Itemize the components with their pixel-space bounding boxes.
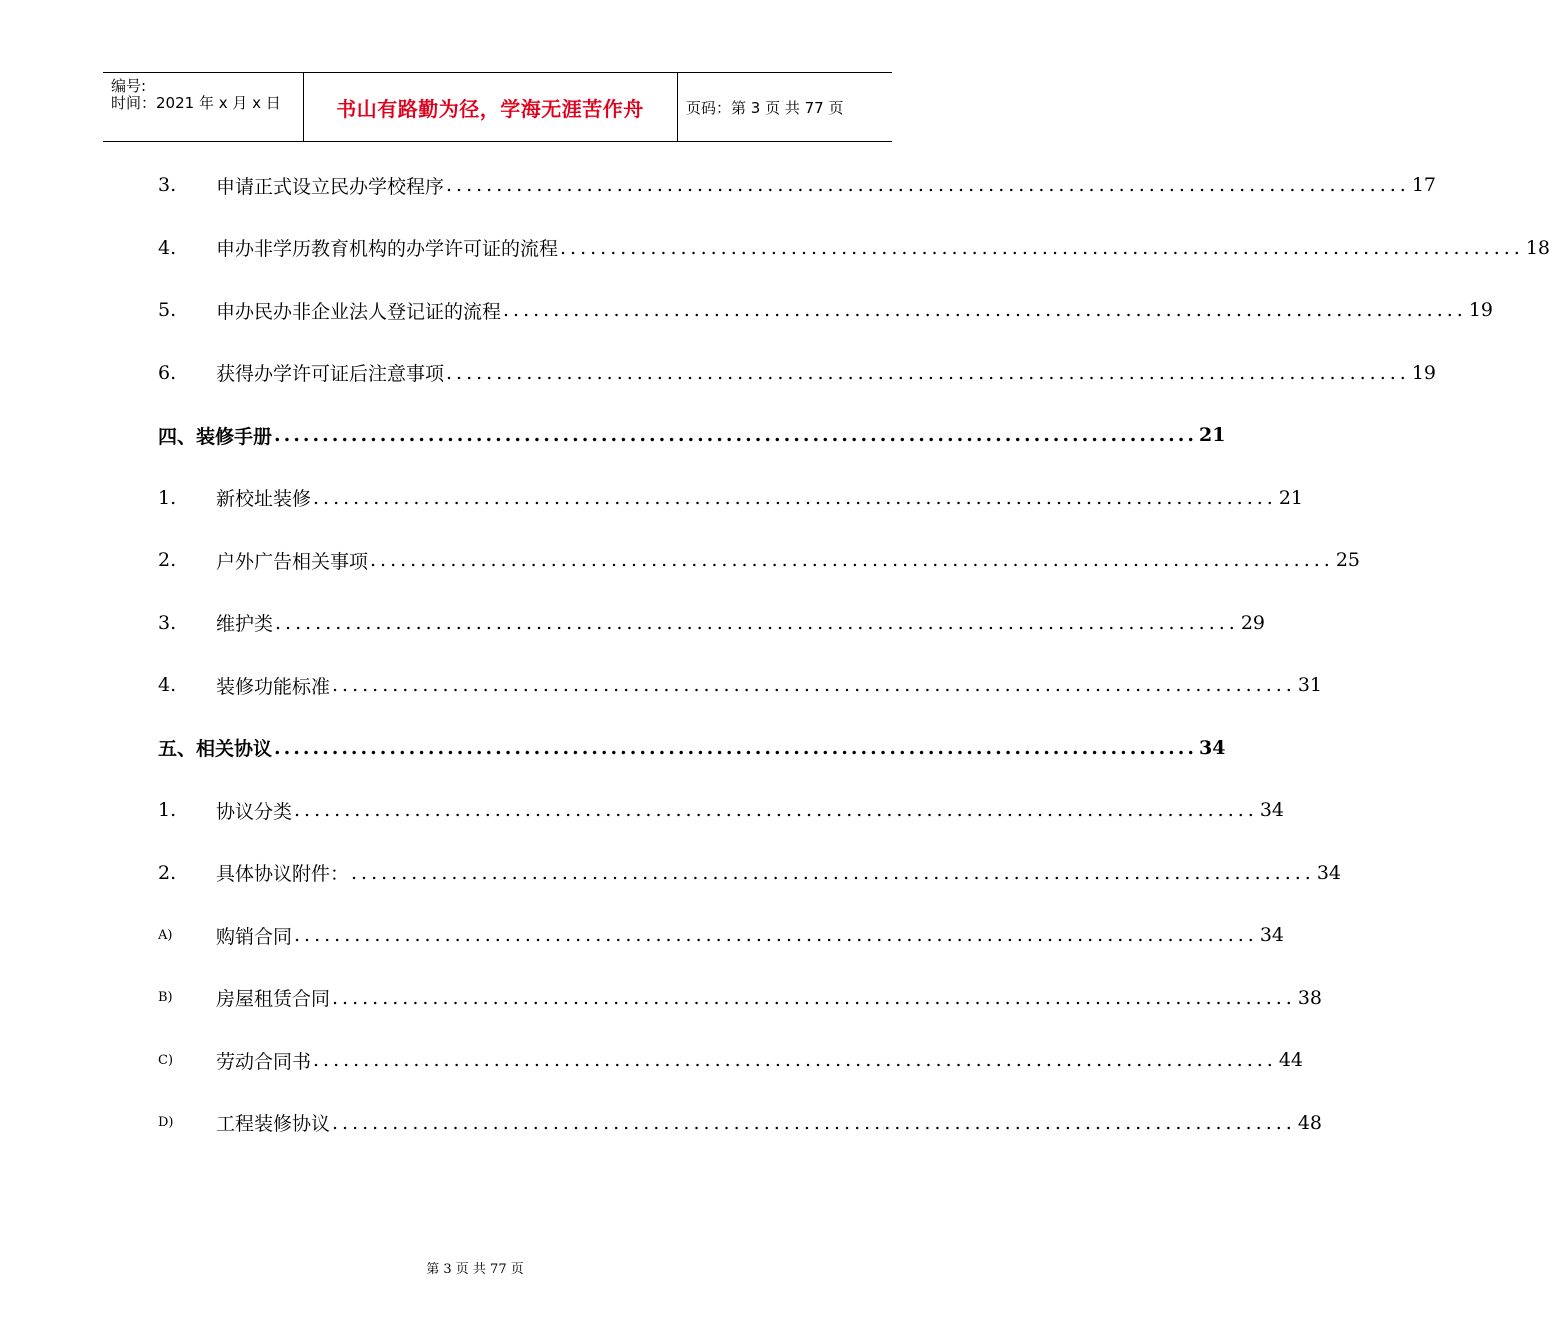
toc-page-number: 17 [1411,174,1436,196]
toc-entry-title: 协议分类 [216,800,293,823]
toc-entry-number: 4. [158,236,177,259]
toc-entry-number: 3. [158,174,177,196]
header-page-cell [678,73,892,141]
toc-dot-leader: ................................................................................................ [560,236,1524,259]
toc-entry-number: 1. [158,486,177,509]
toc-page-number: 34 [1259,924,1284,946]
toc-entry-number: 5. [158,299,177,321]
toc-entry-title: 申请正式设立民办学校程序 [216,175,445,198]
toc-entry-number: B) [158,990,173,1005]
toc-entry-number: D) [158,1115,174,1130]
toc-page-number: 31 [1297,674,1322,696]
page-footer: 第 3 页 共 77 页 [426,1262,524,1277]
toc-entry-row[interactable] [158,543,1360,577]
toc-dot-leader: ................................................................................................ [351,861,1315,884]
toc-entry-row[interactable] [158,168,1436,202]
toc-page-number: 34 [1199,736,1226,759]
toc-page-number: 34 [1259,799,1284,821]
header-page-code: 页码：第 3 页 共 77 页 [686,98,844,117]
toc-entry-row[interactable] [158,231,1550,265]
header-motto-cell [303,73,678,141]
toc-dot-leader: ................................................................................................ [274,424,1198,446]
toc-entry-title: 劳动合同书 [216,1050,312,1073]
toc-entry-number: A) [158,927,173,943]
toc-page-number: 44 [1278,1049,1303,1071]
toc-dot-leader: ................................................................................................ [332,674,1296,696]
toc-entry-title: 获得办学许可证后注意事项 [216,363,445,385]
toc-entry-number: 1. [158,799,177,821]
toc-entry-row[interactable] [158,606,1265,640]
toc-entry-row[interactable] [158,668,1322,702]
toc-entry-number: 3. [158,611,177,634]
toc-entry-title: 购销合同 [216,925,293,948]
toc-entry-row[interactable] [158,356,1436,390]
toc-entry-title: 申办非学历教育机构的办学许可证的流程 [216,238,559,260]
toc-dot-leader: ................................................................................................ [503,299,1467,321]
toc-entry-row[interactable] [158,793,1284,827]
toc-entry-number: 2. [158,549,177,571]
toc-entry-number: 6. [158,361,177,384]
toc-page-number: 21 [1199,424,1226,446]
toc-entry-title: 维护类 [216,613,274,635]
toc-dot-leader: ................................................................................................ [275,611,1239,634]
date-label: 时间：2021 年 x 月 x 日 [111,94,281,112]
toc-page-number: 18 [1525,236,1550,259]
toc-entry-title: 五、相关协议 [158,738,273,760]
toc-entry-row[interactable] [158,1043,1303,1077]
toc-entry-number: 4. [158,674,177,696]
toc-dot-leader: ................................................................................................ [294,924,1258,946]
toc-page-number: 19 [1411,361,1436,384]
toc-dot-leader: ................................................................................................ [274,736,1198,759]
toc-page-number: 29 [1240,611,1265,634]
toc-dot-leader: ................................................................................................ [332,986,1296,1009]
toc-entry-title: 装修功能标准 [216,675,331,698]
toc-entry-row[interactable] [158,856,1341,890]
toc-page-number: 25 [1335,549,1360,571]
toc-page-number: 34 [1316,861,1341,884]
toc-dot-leader: ................................................................................................ [370,549,1334,571]
toc-entry-row[interactable] [158,918,1284,952]
toc-entry-row[interactable] [158,293,1493,327]
toc-dot-leader: ................................................................................................ [313,486,1277,509]
toc-entry-number: 2. [158,861,177,884]
toc-entry-row[interactable] [158,981,1322,1015]
toc-section-row[interactable] [158,418,1226,452]
toc-entry-title: 工程装修协议 [216,1113,331,1135]
toc-page-number: 38 [1297,986,1322,1009]
toc-section-row[interactable] [158,731,1226,765]
toc-entry-number: C) [158,1052,174,1068]
toc-dot-leader: ................................................................................................ [332,1111,1296,1134]
toc-page-number: 21 [1278,486,1303,509]
header-info-cell [103,73,304,141]
toc-dot-leader: ................................................................................................ [313,1049,1277,1071]
toc-entry-title: 具体协议附件： [216,863,350,885]
page-header [103,72,892,142]
toc-page-number: 48 [1297,1111,1322,1134]
motto-text: 书山有路勤为径，学海无涯苦作舟 [336,96,644,121]
toc-entry-title: 新校址装修 [216,488,312,510]
toc-entry-title: 户外广告相关事项 [216,550,369,573]
toc-entry-title: 申办民办非企业法人登记证的流程 [216,300,502,323]
toc-entry-row[interactable] [158,1106,1322,1140]
toc-dot-leader: ................................................................................................ [446,361,1410,384]
serial-number-label: 编号: [111,77,147,95]
toc-page-number: 19 [1468,299,1493,321]
toc-dot-leader: ................................................................................................ [446,174,1410,196]
toc-entry-title: 房屋租赁合同 [216,988,331,1010]
toc-dot-leader: ................................................................................................ [294,799,1258,821]
toc-entry-title: 四、装修手册 [158,425,273,448]
toc-entry-row[interactable] [158,481,1303,515]
